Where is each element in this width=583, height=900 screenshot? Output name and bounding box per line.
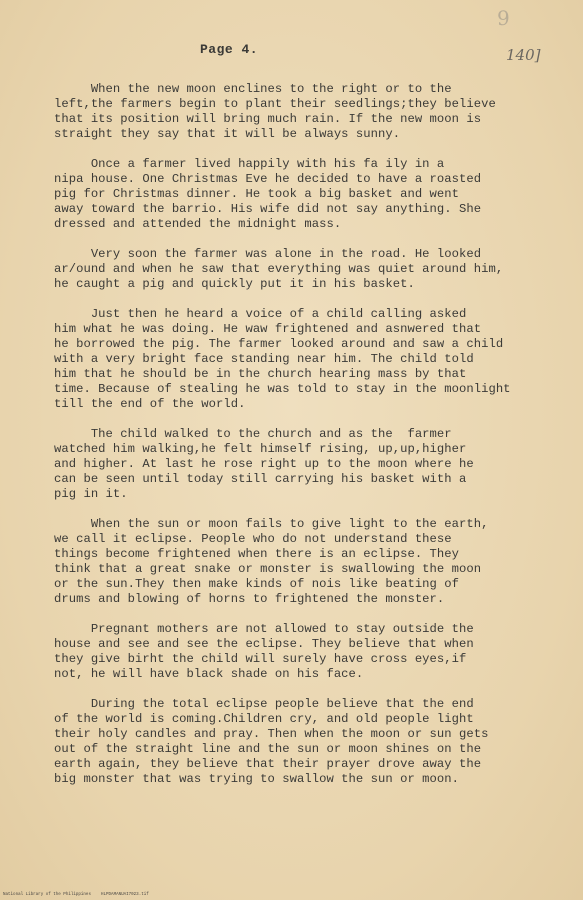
page-number-label: Page 4. [200,42,259,57]
text-line: left,the farmers begin to plant their seedlings;they believe [54,97,496,111]
text-line: pig in it. [54,487,128,501]
text-line: and higher. At last he rose right up to the moon where he [54,457,474,471]
text-line: we call it eclipse. People who do not understand these [54,532,452,546]
paragraph-4 [54,307,554,412]
text-line: During the total eclipse people believe that the end [54,697,474,711]
text-line: watched him walking,he felt himself rising, up,up,higher [54,442,467,456]
text-line: away toward the barrio. His wife did not say anything. She [54,202,482,216]
text-line: him what he was doing. He waw frightened and asnwered that [54,322,482,336]
text-line: think that a great snake or monster is swallowing the moon [54,562,482,576]
text-line: When the new moon enclines to the right or to the [54,82,452,96]
pencil-mark: 9 [497,6,510,30]
text-line: that its position will bring much rain. If the new moon is [54,112,482,126]
text-line: him that he should be in the church hearing mass by that [54,367,467,381]
text-line: drums and blowing of horns to frightened the monster. [54,592,445,606]
paragraph-1 [54,82,554,142]
text-line: not, he will have black shade on his face. [54,667,364,681]
typed-body [54,82,554,802]
text-line: Very soon the farmer was alone in the road. He looked [54,247,482,261]
text-line: dressed and attended the midnight mass. [54,217,342,231]
paragraph-5 [54,427,554,502]
text-line: he borrowed the pig. The farmer looked around and saw a child [54,337,504,351]
paragraph-6 [54,517,554,607]
text-line: earth again, they believe that their prayer drove away the [54,757,482,771]
text-line: big monster that was trying to swallow the sun or moon. [54,772,460,786]
text-line: they give birht the child will surely have cross eyes,if [54,652,467,666]
text-line: can be seen until today still carrying his basket with a [54,472,467,486]
text-line: their holy candles and pray. Then when the moon or sun gets [54,727,489,741]
paragraph-8 [54,697,554,787]
text-line: Pregnant mothers are not allowed to stay outside the [54,622,474,636]
paragraph-3 [54,247,554,292]
text-line: The child walked to the church and as the farmer [54,427,452,441]
text-line: straight they say that it will be always sunny. [54,127,401,141]
text-line: things become frightened when there is an eclipse. They [54,547,460,561]
text-line: house and see and see the eclipse. They believe that when [54,637,474,651]
text-line: of the world is coming.Children cry, and old people light [54,712,474,726]
text-line: ar/ound and when he saw that everything was quiet around him, [54,262,504,276]
archive-footer: National Library of the Philippines HLPDAMANUAI7023.tif [3,893,149,897]
paragraph-7 [54,622,554,682]
text-line: When the sun or moon fails to give light to the earth, [54,517,489,531]
text-line: time. Because of stealing he was told to stay in the moonlight [54,382,511,396]
handwritten-number: 140] [506,46,541,64]
text-line: pig for Christmas dinner. He took a big basket and went [54,187,460,201]
paragraph-2 [54,157,554,232]
text-line: out of the straight line and the sun or moon shines on the [54,742,482,756]
text-line: or the sun.They then make kinds of nois like beating of [54,577,460,591]
text-line: Just then he heard a voice of a child calling asked [54,307,467,321]
text-line: nipa house. One Christmas Eve he decided to have a roasted [54,172,482,186]
text-line: Once a farmer lived happily with his fa ily in a [54,157,445,171]
text-line: with a very bright face standing near him. The child told [54,352,474,366]
text-line: till the end of the world. [54,397,246,411]
text-line: he caught a pig and quickly put it in his basket. [54,277,415,291]
